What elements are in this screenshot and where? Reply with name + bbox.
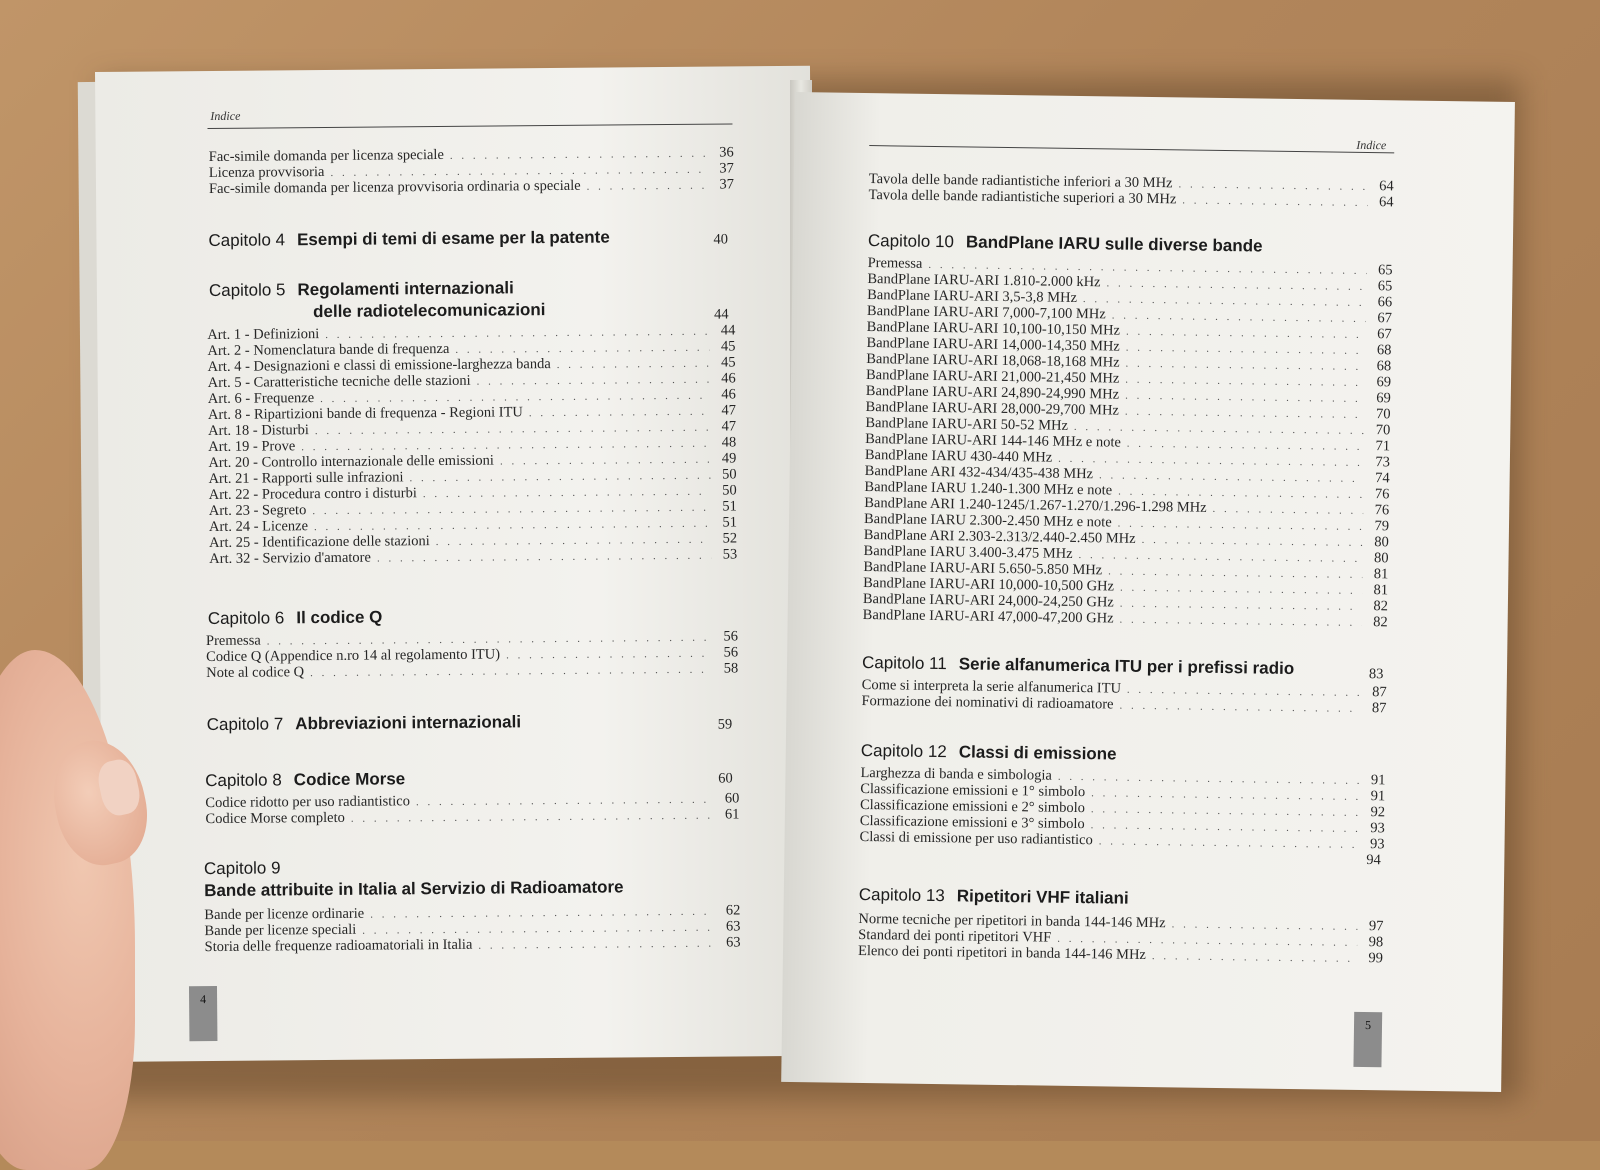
chapter-title-line2: delle radiotelecomunicazioni: [313, 300, 546, 322]
chapter-heading: Capitolo 9: [203, 858, 281, 879]
chapter-heading: Capitolo 8 Codice Morse: [205, 769, 406, 791]
chapter-title: Bande attribuite in Italia al Servizio di Radioamatore: [204, 877, 624, 901]
toc-entry: Art. 18 - Disturbi . . . 47: [208, 418, 736, 440]
toc-entry: BandPlane IARU-ARI 24,890-24,990 MHz . . . 69: [866, 383, 1391, 407]
toc-entry: Art. 6 - Frequenze . . . 46: [208, 386, 736, 408]
toc-entry: BandPlane IARU 2.300-2.450 MHz e note . . . 79: [864, 511, 1389, 535]
toc-entry: Note al codice Q . . . 58: [206, 660, 738, 682]
toc-entry: Art. 22 - Procedura contro i disturbi . . . 50: [209, 482, 737, 504]
toc-entry: Art. 25 - Identificazione delle stazioni . . . 52: [209, 530, 737, 552]
toc-entry: Tavola delle bande radiantistiche inferiori a 30 MHz . . . 64: [869, 171, 1394, 195]
toc-entry: Art. 24 - Licenze . . . 51: [209, 514, 737, 536]
toc-entry: BandPlane ARI 1.240-1245/1.267-1.270/1.296-1.298 MHz . . . 76: [864, 495, 1389, 519]
chapter-heading: Capitolo 7 Abbreviazioni internazionali: [206, 712, 522, 735]
left-page: [95, 66, 819, 1062]
toc-entry: Larghezza di banda e simbologia . . . 91: [860, 765, 1385, 789]
toc-entry: Fac-simile domanda per licenza speciale . . . 36: [209, 144, 734, 166]
toc-entry: BandPlane IARU-ARI 24,000-24,250 GHz . . . 82: [863, 591, 1388, 615]
chapter-heading: Capitolo 6 Il codice Q: [207, 607, 383, 629]
toc-entry: BandPlane IARU-ARI 50-52 MHz . . . 70: [865, 415, 1390, 439]
toc-entry: BandPlane IARU-ARI 10,000-10,500 GHz . . . 81: [863, 575, 1388, 599]
running-head-right: Indice: [1356, 137, 1387, 153]
toc-entry: Art. 20 - Controllo internazionale delle emissioni . . . 49: [208, 450, 736, 472]
toc-entry: Art. 8 - Ripartizioni bande di frequenza - Regioni ITU . . . 47: [208, 402, 736, 424]
toc-entry: BandPlane IARU-ARI 3,5-3,8 MHz . . . 66: [867, 287, 1392, 311]
page-number-left: 4: [189, 986, 217, 1041]
running-head-left: Indice: [210, 108, 241, 123]
toc-entry: Art. 5 - Caratteristiche tecniche delle stazioni . . . 46: [208, 370, 736, 392]
toc-entry: Fac-simile domanda per licenza provvisoria ordinaria o speciale . . . 37: [209, 176, 734, 198]
toc-entry: Come si interpreta la serie alfanumerica ITU . . . 87: [862, 677, 1387, 701]
toc-entry: Art. 1 - Definizioni . . . 44: [207, 322, 735, 344]
chapter-page: 94: [1366, 852, 1381, 869]
toc-entry: Premessa . . . 56: [206, 628, 738, 650]
header-rule-right: [869, 145, 1394, 153]
toc-entry: BandPlane IARU-ARI 5.650-5.850 MHz . . . 81: [863, 559, 1388, 583]
toc-entry: Codice Q (Appendice n.ro 14 al regolamento ITU) . . . 56: [206, 644, 738, 666]
toc-entry: Bande per licenze ordinarie . . . 62: [204, 902, 740, 924]
toc-entry: Premessa . . . 65: [867, 255, 1392, 279]
toc-entry: BandPlane ARI 432-434/435-438 MHz . . . 74: [865, 463, 1390, 487]
toc-entry: Standard dei ponti ripetitori VHF . . . 98: [858, 927, 1383, 951]
toc-entry: Formazione dei nominativi di radioamatore . . . 87: [861, 693, 1386, 717]
toc-entry: BandPlane IARU-ARI 1.810-2.000 kHz . . . 65: [867, 271, 1392, 295]
toc-entry: Tavola delle bande radiantistiche superiori a 30 MHz . . . 64: [868, 187, 1393, 211]
toc-entry: Elenco dei ponti ripetitori in banda 144-146 MHz . . . 99: [858, 943, 1383, 967]
toc-entry: Codice Morse completo . . . 61: [205, 806, 739, 828]
right-page: [781, 92, 1515, 1092]
toc-entry: BandPlane IARU 3.400-3.475 MHz . . . 80: [863, 543, 1388, 567]
toc-entry: BandPlane IARU-ARI 7,000-7,100 MHz . . . 67: [867, 303, 1392, 327]
toc-entry: Classificazione emissioni e 2° simbolo . . . 92: [860, 797, 1385, 821]
toc-entry: Classi di emissione per uso radiantistico . . . 93: [859, 829, 1384, 853]
toc-entry: BandPlane IARU-ARI 10,100-10,150 MHz . . . 67: [867, 319, 1392, 343]
toc-entry: BandPlane IARU 430-440 MHz . . . 73: [865, 447, 1390, 471]
toc-entry: BandPlane IARU-ARI 144-146 MHz e note . . . 71: [865, 431, 1390, 455]
header-rule-left: [207, 123, 732, 129]
toc-entry: Codice ridotto per uso radiantistico . . . 60: [205, 790, 739, 812]
chapter-heading: Capitolo 10 BandPlane IARU sulle diverse bande: [867, 231, 1263, 256]
toc-entry: BandPlane IARU-ARI 14,000-14,350 MHz . . . 68: [866, 335, 1391, 359]
page-number-right: 5: [1353, 1012, 1382, 1067]
chapter-heading: Capitolo 5 Regolamenti internazionali: [208, 278, 514, 301]
toc-entry: Art. 21 - Rapporti sulle infrazioni . . . 50: [208, 466, 736, 488]
chapter-page: 40: [713, 231, 729, 248]
toc-entry: Art. 19 - Prove . . . 48: [208, 434, 736, 456]
chapter-page: 44: [714, 306, 729, 323]
toc-entry: Art. 32 - Servizio d'amatore . . . 53: [209, 546, 737, 568]
toc-entry: Licenza provvisoria . . . 37: [209, 160, 734, 182]
toc-entry: BandPlane ARI 2.303-2.313/2.440-2.450 MHz . . . 80: [864, 527, 1389, 551]
chapter-heading: Capitolo 13 Ripetitori VHF italiani: [858, 884, 1129, 908]
chapter-heading: Capitolo 11 Serie alfanumerica ITU per i prefissi radio: [861, 652, 1295, 679]
chapter-heading: Capitolo 4 Esempi di temi di esame per la patente: [208, 227, 610, 251]
chapter-heading: Capitolo 12 Classi di emissione: [860, 740, 1117, 764]
toc-entry: BandPlane IARU 1.240-1.300 MHz e note . . . 76: [864, 479, 1389, 503]
toc-entry: BandPlane IARU-ARI 47,000-47,200 GHz . . . 82: [863, 607, 1388, 631]
chapter-page: 59: [717, 716, 733, 733]
toc-entry: BandPlane IARU-ARI 18,068-18,168 MHz . . . 68: [866, 351, 1391, 375]
toc-entry: Norme tecniche per ripetitori in banda 144-146 MHz . . . 97: [858, 911, 1383, 935]
toc-entry: Art. 4 - Designazioni e classi di emissione-larghezza banda . . . 45: [208, 354, 736, 376]
toc-entry: BandPlane IARU-ARI 28,000-29,700 MHz . . . 70: [865, 399, 1390, 423]
toc-entry: Bande per licenze speciali . . . 63: [204, 918, 740, 940]
toc-entry: Classificazione emissioni e 3° simbolo . . . 93: [860, 813, 1385, 837]
toc-entry: Storia delle frequenze radioamatoriali in Italia . . . 63: [205, 934, 741, 956]
toc-entry: Art. 23 - Segreto . . . 51: [209, 498, 737, 520]
chapter-page: 60: [718, 770, 733, 787]
toc-entry: Classificazione emissioni e 1° simbolo . . . 91: [860, 781, 1385, 805]
toc-entry: Art. 2 - Nomenclatura bande di frequenza . . . 45: [207, 338, 735, 360]
chapter-page: 83: [1368, 666, 1384, 683]
toc-entry: BandPlane IARU-ARI 21,000-21,450 MHz . . . 69: [866, 367, 1391, 391]
